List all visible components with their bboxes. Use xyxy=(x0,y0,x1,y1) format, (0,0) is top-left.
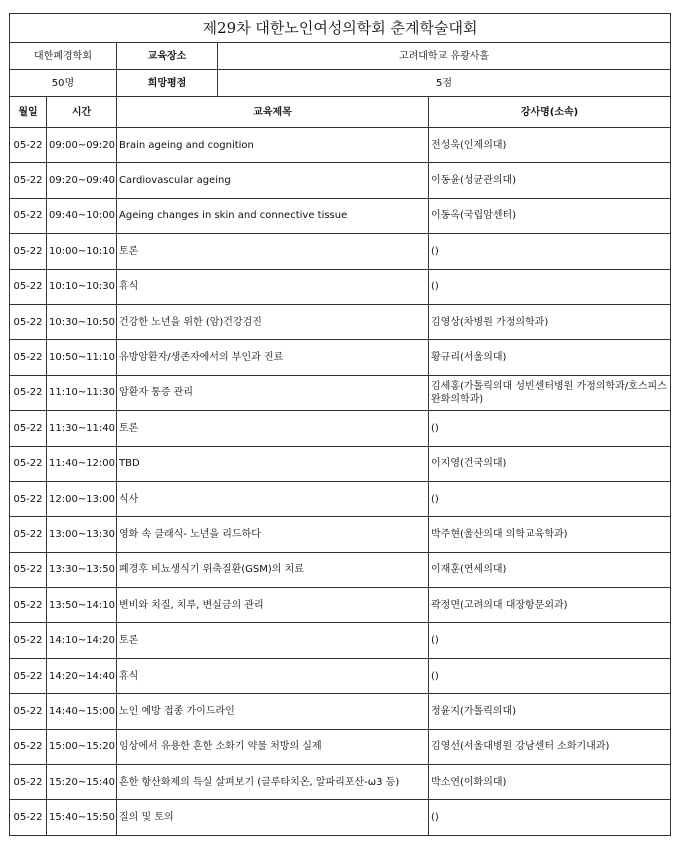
session-speaker: () xyxy=(429,411,671,446)
table-row xyxy=(10,340,671,375)
session-date: 05-22 xyxy=(10,163,47,198)
session-speaker: () xyxy=(429,800,671,835)
session-date: 05-22 xyxy=(10,800,47,835)
session-date: 05-22 xyxy=(10,481,47,516)
session-time: 10:10~10:30 xyxy=(47,269,117,304)
session-speaker: 황규리(서울의대) xyxy=(429,340,671,375)
session-speaker: 이지영(건국의대) xyxy=(429,446,671,481)
session-time: 15:00~15:20 xyxy=(47,729,117,764)
session-topic: 영화 속 클래식- 노년을 리드하다 xyxy=(117,517,429,552)
session-time: 14:20~14:40 xyxy=(47,658,117,693)
capacity-value: 50명 xyxy=(10,70,117,97)
session-speaker: () xyxy=(429,658,671,693)
session-time: 14:10~14:20 xyxy=(47,623,117,658)
table-row xyxy=(10,411,671,446)
session-date: 05-22 xyxy=(10,658,47,693)
organizer-value: 대한폐경학회 xyxy=(10,43,117,70)
table-row xyxy=(10,304,671,339)
table-row xyxy=(10,234,671,269)
venue-value: 고려대학교 유광사홀 xyxy=(218,43,671,70)
session-speaker: () xyxy=(429,481,671,516)
session-topic: 토론 xyxy=(117,623,429,658)
session-speaker: () xyxy=(429,623,671,658)
session-topic: TBD xyxy=(117,446,429,481)
session-speaker: 김세홍(가톨릭의대 성빈센터병원 가정의학과/호스피스완화의학과) xyxy=(429,375,671,410)
session-time: 11:30~11:40 xyxy=(47,411,117,446)
session-topic: Cardiovascular ageing xyxy=(117,163,429,198)
session-topic: 임상에서 유용한 흔한 소화기 약물 처방의 실제 xyxy=(117,729,429,764)
credit-label: 희망평점 xyxy=(117,70,218,97)
session-date: 05-22 xyxy=(10,623,47,658)
session-time: 09:40~10:00 xyxy=(47,198,117,233)
info-row-venue xyxy=(10,43,671,70)
header-topic: 교육제목 xyxy=(117,97,429,128)
session-topic: 건강한 노년을 위한 (암)건강검진 xyxy=(117,304,429,339)
session-date: 05-22 xyxy=(10,446,47,481)
page-title: 제29차 대한노인여성의학회 춘계학술대회 xyxy=(10,14,671,43)
venue-label: 교육장소 xyxy=(117,43,218,70)
session-time: 15:40~15:50 xyxy=(47,800,117,835)
table-row xyxy=(10,765,671,800)
session-time: 11:40~12:00 xyxy=(47,446,117,481)
header-date: 월일 xyxy=(10,97,47,128)
session-date: 05-22 xyxy=(10,340,47,375)
session-time: 10:30~10:50 xyxy=(47,304,117,339)
session-speaker: () xyxy=(429,234,671,269)
table-row xyxy=(10,623,671,658)
session-time: 09:00~09:20 xyxy=(47,128,117,163)
session-topic: 토론 xyxy=(117,234,429,269)
session-time: 14:40~15:00 xyxy=(47,694,117,729)
session-time: 13:30~13:50 xyxy=(47,552,117,587)
session-speaker: 이동옥(국립암센터) xyxy=(429,198,671,233)
header-speaker: 강사명(소속) xyxy=(429,97,671,128)
session-topic: 유방암환자/생존자에서의 부인과 진료 xyxy=(117,340,429,375)
session-topic: 토론 xyxy=(117,411,429,446)
session-date: 05-22 xyxy=(10,375,47,410)
table-row xyxy=(10,128,671,163)
table-row xyxy=(10,658,671,693)
session-time: 15:20~15:40 xyxy=(47,765,117,800)
session-date: 05-22 xyxy=(10,517,47,552)
session-speaker: 김영상(차병원 가정의학과) xyxy=(429,304,671,339)
session-speaker: 김영선(서울대병원 강남센터 소화기내과) xyxy=(429,729,671,764)
session-topic: 흔한 항산화제의 득실 살펴보기 (글루타치온, 알파리포산-ω3 등) xyxy=(117,765,429,800)
session-date: 05-22 xyxy=(10,269,47,304)
session-speaker: 이동윤(성균관의대) xyxy=(429,163,671,198)
session-speaker: 박소연(이화의대) xyxy=(429,765,671,800)
table-row xyxy=(10,269,671,304)
session-time: 10:50~11:10 xyxy=(47,340,117,375)
table-row xyxy=(10,481,671,516)
session-date: 05-22 xyxy=(10,729,47,764)
session-date: 05-22 xyxy=(10,198,47,233)
session-topic: 변비와 치질, 치루, 변실금의 관리 xyxy=(117,588,429,623)
session-topic: Ageing changes in skin and connective tissue xyxy=(117,198,429,233)
table-row xyxy=(10,446,671,481)
session-speaker: 박주현(울산의대 의학교육학과) xyxy=(429,517,671,552)
session-date: 05-22 xyxy=(10,552,47,587)
session-topic: 노인 예방 접종 가이드라인 xyxy=(117,694,429,729)
table-row xyxy=(10,694,671,729)
session-topic: 휴식 xyxy=(117,658,429,693)
session-time: 11:10~11:30 xyxy=(47,375,117,410)
session-time: 10:00~10:10 xyxy=(47,234,117,269)
header-time: 시간 xyxy=(47,97,117,128)
session-speaker: 전성욱(인제의대) xyxy=(429,128,671,163)
session-date: 05-22 xyxy=(10,304,47,339)
session-date: 05-22 xyxy=(10,128,47,163)
schedule-table xyxy=(9,13,671,836)
session-time: 13:00~13:30 xyxy=(47,517,117,552)
session-time: 13:50~14:10 xyxy=(47,588,117,623)
table-row xyxy=(10,198,671,233)
table-row xyxy=(10,588,671,623)
session-topic: 휴식 xyxy=(117,269,429,304)
title-row xyxy=(10,14,671,43)
session-speaker: 정윤지(가톨릭의대) xyxy=(429,694,671,729)
table-row xyxy=(10,163,671,198)
table-row xyxy=(10,375,671,410)
session-date: 05-22 xyxy=(10,694,47,729)
info-row-credit xyxy=(10,70,671,97)
session-topic: 폐경후 비뇨생식기 위축질환(GSM)의 치료 xyxy=(117,552,429,587)
table-row xyxy=(10,517,671,552)
session-topic: Brain ageing and cognition xyxy=(117,128,429,163)
table-row xyxy=(10,729,671,764)
session-date: 05-22 xyxy=(10,234,47,269)
table-row xyxy=(10,552,671,587)
schedule-document xyxy=(9,13,670,836)
session-time: 12:00~13:00 xyxy=(47,481,117,516)
session-speaker: 이재훈(연세의대) xyxy=(429,552,671,587)
session-topic: 암환자 통증 관리 xyxy=(117,375,429,410)
table-row xyxy=(10,800,671,835)
session-time: 09:20~09:40 xyxy=(47,163,117,198)
session-date: 05-22 xyxy=(10,588,47,623)
session-date: 05-22 xyxy=(10,411,47,446)
session-topic: 질의 및 토의 xyxy=(117,800,429,835)
column-header-row xyxy=(10,97,671,128)
session-topic: 식사 xyxy=(117,481,429,516)
credit-value: 5점 xyxy=(218,70,671,97)
session-speaker: 곽정면(고려의대 대장항문외과) xyxy=(429,588,671,623)
session-date: 05-22 xyxy=(10,765,47,800)
session-speaker: () xyxy=(429,269,671,304)
